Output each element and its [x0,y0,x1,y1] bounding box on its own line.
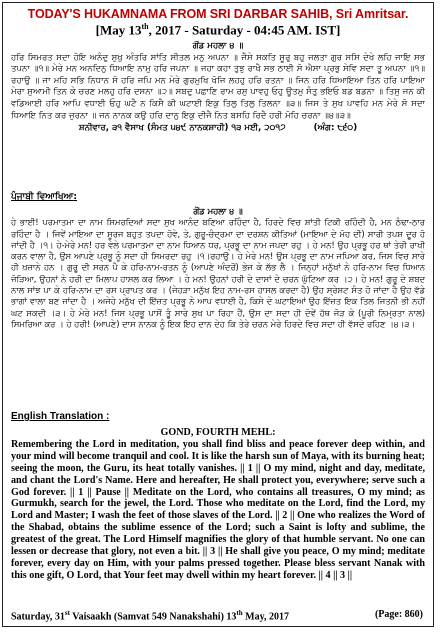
page-title: TODAY'S HUKAMNAMA FROM SRI DARBAR SAHIB, Sri Amritsar. [27,7,409,21]
gurmukhi-date-row [11,123,425,135]
punjabi-text: ਹੇ ਭਾਈ! ਪਰਮਾਤਮਾ ਦਾ ਨਾਮ ਸਿਮਰਦਿਆਂ ਸਦਾ ਸੁਖ ਆਨੰਦ ਬਣਿਆ ਰਹਿੰਦਾ ਹੈ, ਹਿਰਦੇ ਵਿਚ ਸ਼ਾਂਤੀ ਟਿਕੀ ਰਹਿੰਦੀ ਹੈ, ਮਨ ਠੰਢਾ-ਠਾਰ ਰਹਿੰਦਾ ਹੈ । ਜਿਵੇਂ ਮਾਇਆ ਦਾ ਸੂਰਜ ਬਹੁਤ ਤਪਦਾ ਹੋਵੇ, ਤੇ, ਗੁਰੂ-ਚੰਦ੍ਰਮਾ ਦਾ ਦਰਸ਼ਨ ਕੀਤਿਆਂ (ਮਾਇਆ ਦੇ ਮੋਹ ਦੀ) ਸਾਰੀ ਤਪਸ਼ ਦੂਰ ਹੋ ਜਾਂਦੀ ਹੈ ।੧। ਹੇ-ਮੇਰੇ ਮਨ! ਹਰ ਵੇਲੇ ਪਰਮਾਤਮਾ ਦਾ ਨਾਮ ਧਿਆਨ ਧਰ, ਪ੍ਰਭੂ ਦਾ ਨਾਮ ਜਪਦਾ ਰਹੁ । ਹੇ ਮਨ! ਉਹ ਪ੍ਰਭੂ ਹਰ ਥਾਂ ਤੇਰੀ ਰਾਖੀ ਕਰਨ ਵਾਲਾ ਹੈ, ਉਸ ਆਪਣੇ ਪ੍ਰਭੂ ਨੂੰ ਸਦਾ ਹੀ ਸਿਮਰਦਾ ਰਹੁ ।੧।ਰਹਾਉ। ਹੇ ਮੇਰੇ ਮਨ! ਉਸ ਪ੍ਰਭੂ ਦਾ ਨਾਮ ਜਪਿਆ ਕਰ, ਜਿਸ ਵਿਚ ਸਾਰੇ ਹੀ ਖ਼ਜ਼ਾਨੇ ਹਨ । ਗੁਰੂ ਦੀ ਸਰਨ ਪੈ ਕੇ ਹਰਿ-ਨਾਮ-ਰਤਨ ਨੂੰ (ਆਪਣੇ ਅੰਦਰੋਂ) ਭੇਜ ਕੇ ਲੱਭ ਲੈ । ਜਿਨ੍ਹਾਂ ਮਨੁੱਖਾਂ ਨੇ ਹਰਿ-ਨਾਮ ਵਿਚ ਧਿਆਨ ਜੋੜਿਆ, ਉਹਨਾਂ ਨੇ ਹਰੀ ਦਾ ਮਿਲਾਪ ਹਾਸਲ ਕਰ ਲਿਆ । ਹੇ ਮਨ! ਉਹਨਾਂ ਹਰੀ ਦੇ ਦਾਸਾਂ ਦੇ ਚਰਨ ਘੁੱਟਿਆ ਕਰ ।੨। ਹੇ ਮਨ! ਗੁਰੂ ਦੇ ਸ਼ਬਦ ਨਾਲ ਸਾਂਝ ਪਾ ਕੇ ਹਰਿ-ਨਾਮ ਦਾ ਰਸ ਪ੍ਰਾਪਤ ਕਰ । (ਜੇਹੜਾ ਮਨੁੱਖ ਇਹ ਨਾਮ-ਰਸ ਹਾਸਲ ਕਰਦਾ ਹੈ) ਉਹ ਸ੍ਰੇਸ਼ਟ ਸੰਤ ਹੋ ਜਾਂਦਾ ਹੈ ਉਹ ਵੱਡੇ ਭਾਗਾਂ ਵਾਲਾ ਬਣ ਜਾਂਦਾ ਹੈ । ਅਜੇਹੇ ਮਨੁੱਖ ਦੀ ਇੱਜ਼ਤ ਪ੍ਰਭੂ ਨੇ ਆਪ ਵਧਾਈ ਹੈ, ਕਿਸੇ ਦੇ ਘਟਾਇਆਂ ਉਹ ਇੱਜ਼ਤ ਇਕ ਤਿਲ ਜਿਤਨੀ ਭੀ ਨਹੀਂ ਘਟ ਸਕਦੀ ।੩। ਹੇ ਮੇਰੇ ਮਨ! ਜਿਸ ਪ੍ਰਭੂ ਪਾਸੋਂ ਤੂੰ ਸਾਰੇ ਸੁਖ ਪਾ ਰਿਹਾ ਹੈਂ, ਉਸ ਦਾ ਸਦਾ ਹੀ ਦੋਵੇਂ ਹੱਥ ਜੋੜ ਕੇ (ਪੂਰੀ ਨਿਮ੍ਰਤਾ ਨਾਲ) ਸਿਮਰਿਆ ਕਰ । ਹੇ ਹਰੀ! (ਆਪਣੇ) ਦਾਸ ਨਾਨਕ ਨੂੰ ਇਕ ਇਹ ਦਾਨ ਦੇਹ ਕਿ ਤੇਰੇ ਚਰਨ ਮੇਰੇ ਹਿਰਦੇ ਵਿਚ ਸਦਾ ਹੀ ਵੱਸਦੇ ਰਹਿਣ ।੪।੩। [11,217,425,329]
english-section-title: English Translation : [11,411,110,422]
page-date: [May 13th, 2017 - Saturday - 04:45 AM. IST] [95,22,341,38]
punjabi-section [11,206,425,406]
gurmukhi-date: ਸ਼ਨੀਵਾਰ, ੩੧ ਵੈਸਾਖ (ਸੰਮਤ ੫੪੯ ਨਾਨਕਸ਼ਾਹੀ) ੧੩ ਮਈ, ੨੦੧੭ [78,123,286,134]
hukamnama-page [2,2,434,627]
footer-row [11,609,423,622]
english-heading: GOND, FOURTH MEHL: [160,427,276,438]
footer-page-ref: (Page: 860) [374,609,423,620]
gurmukhi-text: ਹਰਿ ਸਿਮਰਤ ਸਦਾ ਹੋਇ ਅਨੰਦੁ ਸੁਖੁ ਅੰਤਰਿ ਸਾਂਤਿ ਸੀਤਲ ਮਨੁ ਅਪਨਾ ॥ ਜੈਸੇ ਸਕਤਿ ਸੂਰੁ ਬਹੁ ਜਲਤਾ ਗੁਰ ਸਸਿ ਦੇਖੇ ਲਹਿ ਜਾਇ ਸਭ ਤਪਨਾ ॥੧॥ ਮੇਰੇ ਮਨ ਅਨਦਿਨੁ ਧਿਆਇ ਨਾਮੁ ਹਰਿ ਜਪਨਾ ॥ ਜਹਾ ਕਹਾ ਤੁਝੁ ਰਾਖੈ ਸਭ ਠਾਈ ਸੋ ਐਸਾ ਪ੍ਰਭੁ ਸੇਵਿ ਸਦਾ ਤੂ ਅਪਨਾ ॥੧॥ ਰਹਾਉ ॥ ਜਾ ਮਹਿ ਸਭਿ ਨਿਧਾਨ ਸੋ ਹਰਿ ਜਪਿ ਮਨ ਮੇਰੇ ਗੁਰਮੁਖਿ ਖੋਜਿ ਲਹਹੁ ਹਰਿ ਰਤਨਾ ॥ ਜਿਨ ਹਰਿ ਧਿਆਇਆ ਤਿਨ ਹਰਿ ਪਾਇਆ ਮੇਰਾ ਸੁਆਮੀ ਤਿਨ ਕੇ ਚਰਣ ਮਲਹੁ ਹਰਿ ਦਸਨਾ ॥੨॥ ਸਬਦੁ ਪਛਾਣਿ ਰਾਮ ਰਸੁ ਪਾਵਹੁ ਓਹੁ ਊਤਮੁ ਸੰਤੁ ਭਇਓ ਬਡ ਬਡਨਾ ॥ ਤਿਸੁ ਜਨ ਕੀ ਵਡਿਆਈ ਹਰਿ ਆਪਿ ਵਧਾਈ ਓਹੁ ਘਟੈ ਨ ਕਿਸੈ ਕੀ ਘਟਾਈ ਇਕੁ ਤਿਲੁ ਤਿਲੁ ਤਿਲਨਾ ॥੩॥ ਜਿਸ ਤੇ ਸੁਖ ਪਾਵਹਿ ਮਨ ਮੇਰੇ ਸੋ ਸਦਾ ਧਿਆਇ ਨਿਤ ਕਰ ਜੁਰਨਾ ॥ ਜਨ ਨਾਨਕ ਕਉ ਹਰਿ ਦਾਨੁ ਇਕੁ ਦੀਜੈ ਨਿਤ ਬਸਹਿ ਰਿਦੈ ਹਰੀ ਮੋਹਿ ਚਰਨਾ ॥੪॥੩॥ [11,52,425,121]
english-text: Remembering the Lord in meditation, you shall find bliss and peace forever deep within, and your mind will become tranquil and cool. It is like the harsh sun of Maya, with its burning heat; seeing the moon, the Guru, its heat totally vanishes. || 1 || O my mind, night and day, meditate, and chant the Lord's Name. Here and hereafter, He shall protect you, everywhere; serve such a God forever. || 1 || Pause || Meditate on the Lord, who contains all treasures, O my mind; as Gurmukh, search for the jewel, the Lord. Those who meditate on the Lord, find the Lord, my Lord and Master; I wash the feet of those slaves of the Lord. || 2 || One who realizes the Word of the Shabad, obtains the sublime essence of the Lord; such a Saint is lofty and sublime, the greatest of the great. The Lord Himself magnifies the glory of that humble servant. No one can lessen or decrease that glory, not even a bit. || 3 || He shall give you peace, O my mind; meditate forever, every day on Him, with your palms pressed together. Please bless servant Nanak with this one gift, O Lord, that Your feet may dwell within my heart forever. || 4 || 3 || [11,438,425,581]
gurmukhi-page-ref: (ਅੰਗ: ੮੬੦) [313,123,358,134]
footer-date: Saturday, 31st Vaisaakh (Samvat 549 Nanakshahi) 13th May, 2017 [11,609,290,623]
punjabi-heading: ਗੋਂਡ ਮਹਲਾ ੪ ॥ [193,206,243,216]
english-section [11,427,425,607]
punjabi-section-title: ਪੰਜਾਬੀ ਵਿਆਖਿਆ: [11,192,78,202]
gurmukhi-heading: ਗੋਂਡ ਮਹਲਾ ੪ ॥ [192,41,244,51]
gurmukhi-section [11,41,425,190]
